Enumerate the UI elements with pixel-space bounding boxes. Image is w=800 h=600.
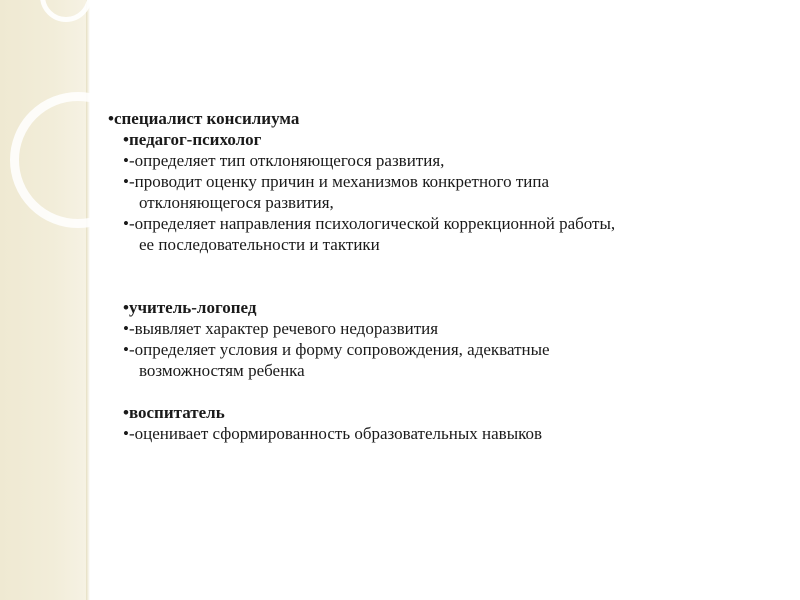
list-item-continuation: ее последовательности и тактики	[139, 235, 380, 254]
group-title-speech-therapist: •учитель-логопед	[123, 298, 257, 317]
side-band-edge	[86, 0, 90, 600]
list-item: •-проводит оценку причин и механизмов конкретного типа	[123, 172, 550, 191]
slide-heading: •специалист консилиума	[108, 109, 300, 128]
group-title-psychologist: •педагог-психолог	[123, 130, 262, 149]
slide-content	[108, 108, 788, 444]
list-item: •-определяет направления психологической коррекционной работы,	[123, 214, 616, 233]
list-item-continuation: возможностям ребенка	[139, 361, 305, 380]
list-item: •-оценивает сформированность образовательных навыков	[123, 424, 543, 443]
list-item: •-определяет условия и форму сопровождения, адекватные	[123, 340, 550, 359]
decorative-side-band	[0, 0, 88, 600]
list-item: •-определяет тип отклоняющегося развития,	[123, 151, 445, 170]
group-title-educator: •воспитатель	[123, 403, 225, 422]
list-item: •-выявляет характер речевого недоразвития	[123, 319, 439, 338]
list-item-continuation: отклоняющегося развития,	[139, 193, 334, 212]
